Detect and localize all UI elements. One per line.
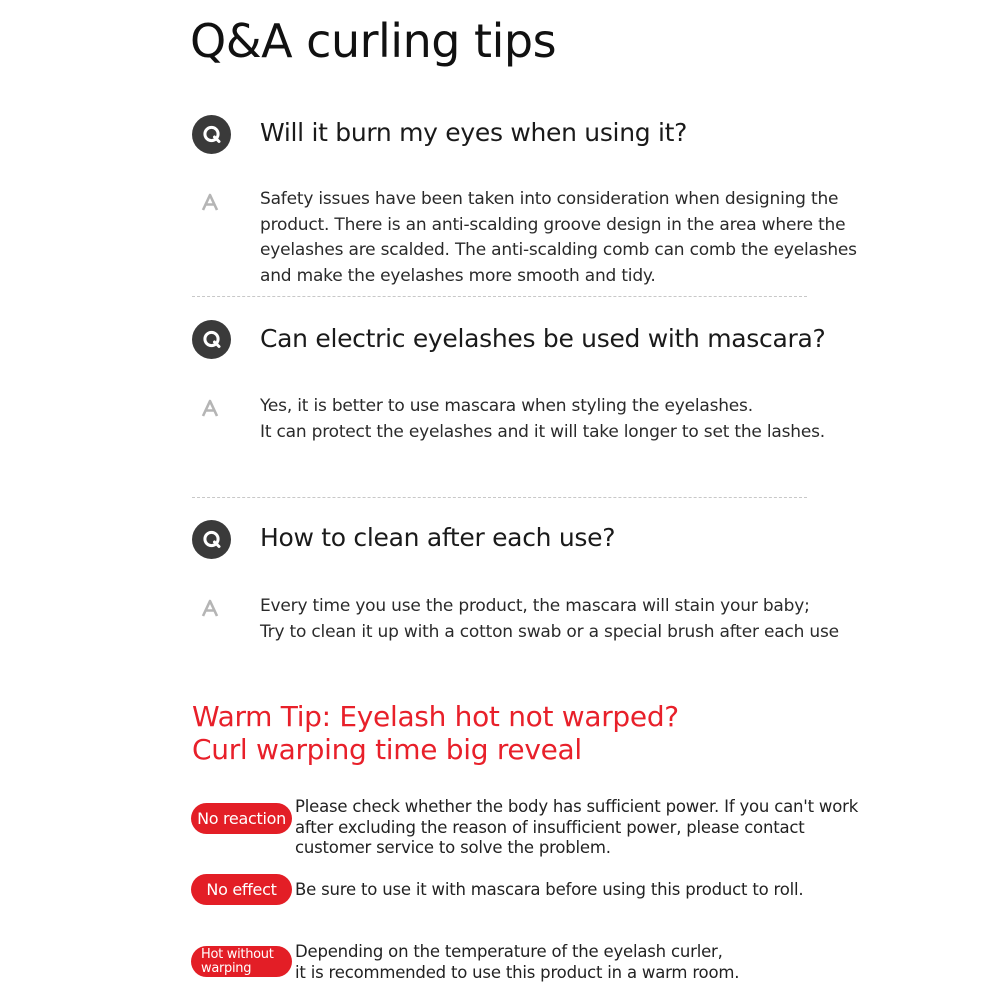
- page-title: Q&A curling tips: [190, 14, 557, 68]
- tip-badge-hot-without-warping: [191, 946, 292, 977]
- tip-badge-no-effect: No effect: [191, 874, 292, 905]
- tip-line: Be sure to use it with mascara before using this product to roll.: [295, 880, 804, 899]
- tip-text: [295, 942, 739, 983]
- tip-line: customer service to solve the problem.: [295, 838, 611, 857]
- answer-line: Try to clean it up with a cotton swab or a special brush after each use: [260, 621, 839, 642]
- answer-line: Yes, it is better to use mascara when styling the eyelashes.: [260, 396, 753, 416]
- tip-text: [295, 797, 858, 859]
- a-letter-icon: [200, 192, 220, 212]
- q-circle-icon: [192, 115, 231, 154]
- answer-line: and make the eyelashes more smooth and tidy.: [260, 265, 656, 286]
- answer-line: eyelashes are scalded. The anti-scalding comb can comb the eyelashes: [260, 240, 857, 260]
- tip-badge-line: warping: [201, 960, 252, 976]
- question-text: Will it burn my eyes when using it?: [260, 118, 688, 147]
- a-letter-icon: [200, 398, 220, 418]
- tip-line: Please check whether the body has sufficient power. If you can't work: [295, 797, 859, 816]
- tip-badge-no-reaction: No reaction: [191, 803, 292, 834]
- tip-line: after excluding the reason of insufficient power, please contact: [295, 817, 805, 837]
- answer-line: Safety issues have been taken into consideration when designing the: [260, 189, 839, 209]
- answer-line: product. There is an anti-scalding groove design in the area where the: [260, 214, 846, 235]
- answer-text: [260, 594, 839, 645]
- tip-line: Depending on the temperature of the eyelash curler,: [295, 942, 723, 961]
- tip-text: [295, 880, 803, 901]
- answer-text: [260, 394, 825, 445]
- question-text: How to clean after each use?: [260, 523, 616, 552]
- divider: [192, 296, 807, 297]
- divider: [192, 497, 807, 498]
- question-text: Can electric eyelashes be used with mascara?: [260, 324, 826, 353]
- answer-text: [260, 187, 857, 289]
- answer-line: It can protect the eyelashes and it will take longer to set the lashes.: [260, 421, 825, 442]
- answer-line: Every time you use the product, the mascara will stain your baby;: [260, 596, 810, 616]
- warm-tip-line: Warm Tip: Eyelash hot not warped?: [192, 700, 679, 733]
- q-circle-icon: [192, 520, 231, 559]
- tip-badge-line: Hot without: [201, 946, 274, 962]
- warm-tip-line: Curl warping time big reveal: [192, 733, 582, 766]
- tip-line: it is recommended to use this product in a warm room.: [295, 962, 740, 982]
- a-letter-icon: [200, 598, 220, 618]
- q-circle-icon: [192, 320, 231, 359]
- warm-tip-heading: [192, 700, 679, 766]
